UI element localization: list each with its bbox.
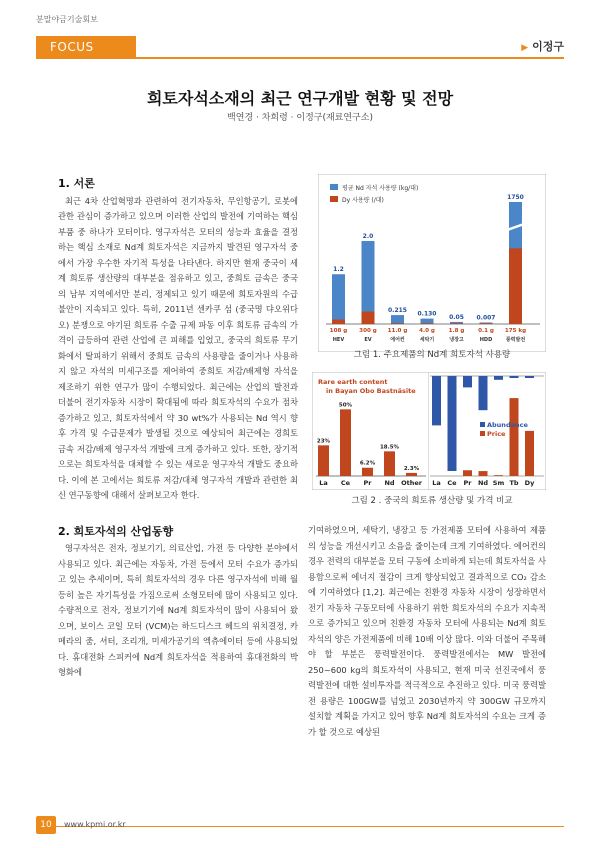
journal-name: 분말야금기술회보 (36, 15, 98, 24)
article-authors: 백연경 · 차희령 · 이정구(재료연구소) (227, 113, 373, 123)
legend-swatch-price (480, 431, 485, 436)
category-label: La (319, 479, 328, 487)
category-label: Tb (509, 479, 519, 487)
bar-nd (391, 315, 404, 324)
bar-price (479, 471, 488, 476)
category-label: 에어컨 (390, 337, 405, 343)
bar-dy (480, 323, 493, 324)
bar-dy (450, 323, 463, 324)
data-label-dy: 11.0 g (387, 328, 408, 334)
category-label: Pr (363, 479, 372, 487)
bar-price (463, 470, 472, 476)
legend-label-abundance: Abundance (487, 421, 528, 429)
category-label: 풍력발전 (505, 337, 526, 343)
figure-1-caption: 그림 1. 주요제품의 Nd계 희토자석 사용량 (353, 350, 511, 360)
category-label: 세탁기 (419, 337, 435, 343)
section-tab-focus: FOCUS (36, 36, 136, 58)
figure-2a-chart (312, 372, 430, 490)
section-2-text: 영구자석은 전자, 정보기기, 의료산업, 가전 등 다양한 분야에서 사용되고 있다. 최근에는 자동차, 가전 등에서 모터 수요가 증가되고 있는 추세이며, 특히 희토자석의 경우 다른 영구자석에 비해 월등히 높은 자기특성을 가짐으로써 소형모터에 많이 사용되고 있다. 수량적으로 전자, 정보기기에 Nd계 희토자석이 많이 사용되어 왔으며, 보이스 코일 모터 (VCM)는 하드디스크 헤드의 위치결정, 카메라의 줌, 셔터, 조리개, 미세가공기의 엑츄에이터 등에 사용되었다. 휴대전화 스피커에 Nd계 희토자석을 적용하여 휴대전화의 박형화에 (58, 543, 298, 677)
bar-abundance (432, 376, 441, 425)
data-label-nd: 0.007 (476, 314, 496, 322)
bar (362, 468, 373, 476)
bar (318, 445, 329, 476)
bar-price (510, 398, 519, 476)
footer-site: www.kpmi.or.kr (64, 820, 126, 829)
bar-nd (421, 319, 434, 324)
data-label-dy: 0.1 g (478, 328, 494, 334)
section-1-text: 최근 4차 산업혁명과 관련하여 전기자동차, 무인항공기, 로봇에 관한 관심이 증가하고 있으며 이러한 산업의 발전에 기여하는 핵심 부품 중 하나가 모터이다. 영구자석은 모터의 성능과 효율을 결정하는 핵심 소재로 Nd계 희토자석은 지금까지 발견된 영구자석 중에서 가장 우수한 자기적 특성을 나타낸다. 하지만 현재 중국이 세계 희토류 생산량의 대부분을 점유하고 있고, 중희토 금속은 중국의 남부 지역에서만 분리, 정제되고 있기 때문에 희토자원의 수급불안이 지속되고 있다. 특히, 2011년 센카쿠 섬 (중국명 댜오위다오) 분쟁으로 야기된 희토류 수출 규제 파동 이후 희토류 금속의 가격이 급등하여 관련 산업에 큰 피해를 입었고, 중국의 희토류 무기화에서 탈피하기 위해서 중희토 금속의 사용량을 줄이거나 사용하지 않고 자석의 미세구조를 제어하여 중희토 저감/배제형 자석을 제조하기 위한 연구가 많이 수행되었다. 최근에는 산업의 발전과 더불어 전기자동차 시장이 확대됨에 따라 희토자석의 수요가 점차 증가하고 있고, 희토자석에서 약 30 wt%가 사용되는 Nd 역시 향후 가격 및 수급문제가 발생될 것으로 예상되어 최근에는 경희토 금속 저감/배제 영구자석 개발에 크게 증가하고 있다. 또한, 장기적으로는 희토자석을 대체할 수 있는 새로운 영구자석 개발도 중요하다. 이에 본 고에서는 희토류 저감/대체 영구자석 개발과 관련한 최신 연구동향에 대해서 살펴보고자 한다. (58, 195, 298, 500)
legend-label-nd: 평균 Nd 자석 사용량 (kg/대) (342, 185, 419, 192)
category-label: Other (401, 479, 422, 487)
data-label: 50% (338, 402, 353, 409)
header-author (521, 38, 564, 54)
bar-price (494, 475, 503, 476)
bar (340, 409, 351, 476)
data-label: 23% (316, 438, 331, 445)
bar (406, 473, 417, 476)
chart-title-line2: in Bayan Obo Bastnäsite (326, 387, 416, 395)
category-label: Nd (477, 479, 489, 487)
data-label-dy: 108 g (329, 328, 348, 334)
left-column (58, 176, 298, 681)
figure-2b-chart (428, 372, 546, 490)
data-label-nd: 1.2 (333, 266, 344, 274)
data-label-dy: 300 g (359, 328, 377, 334)
data-label: 2.3% (403, 465, 420, 472)
category-label: Pr (463, 479, 472, 487)
legend-label-price: Price (487, 430, 506, 438)
bar-price (525, 431, 534, 476)
article-title: 희토자석소재의 최근 연구개발 현황 및 전망 (146, 89, 454, 108)
bar-abundance (463, 376, 472, 387)
bar-abundance (494, 376, 503, 380)
right-column (308, 523, 546, 740)
bar-abundance (448, 376, 457, 471)
section-1-heading: 1. 서론 (58, 177, 95, 190)
category-label: Dy (524, 479, 535, 487)
data-label-dy: 4.0 g (419, 328, 435, 334)
bar-dy (421, 323, 434, 324)
bar-abundance (510, 376, 519, 378)
data-label-nd: 1750 (507, 194, 524, 201)
category-label: Ce (447, 479, 457, 487)
right-column-text: 기여하였으며, 세탁기, 냉장고 등 가전제품 모터에 사용하여 제품의 성능을 개선시키고 소음을 줄이는데 크게 기여하였다. 에어컨의 경우 전력의 대부분을 모터 구동에 소비하게 되는데 희토자석을 사용함으로써 에너지 절감이 크게 향상되었고 결과적으로 CO₂ 감소에 기여하였다 [1,2]. 최근에는 친환경 자동차 시장이 성장하면서 전기 자동차 구동모터에 사용하기 위한 희토자석의 수요가 지속적으로 증가되고 있으며 친환경 자동차 모터에 사용되는 Nd계 희토자석의 양은 가전제품에 비해 10배 이상 많다. 이와 더불어 주목해야 할 부분은 풍력발전이다. 풍력발전에서는 MW 발전에 250~600 kg의 희토자석이 사용되고, 현재 미국 선진국에서 풍력발전에 대한 설비투자를 적극적으로 추진하고 있다. 미국 풍력발전 용량은 100GW를 넘었고 2030년까지 약 300GW 규모까지 설치할 계획을 가지고 있어 향후 Nd계 희토자석의 수요는 크게 증가 할 것으로 예상된 (308, 525, 546, 737)
header-divider (36, 57, 564, 59)
data-label: 6.2% (359, 460, 376, 467)
figure-1-chart (318, 174, 546, 352)
category-label: Nd (384, 479, 395, 487)
legend-label-dy: Dy 사용량 (/대) (342, 197, 384, 204)
data-label: 18.5% (379, 444, 400, 451)
category-label: EV (364, 337, 372, 343)
category-label: HEV (332, 337, 345, 343)
bar (384, 451, 395, 476)
bar-nd (332, 274, 345, 324)
figure-2-caption: 그림 2 . 중국의 희토류 생산량 및 가격 비교 (351, 496, 513, 506)
category-label: Ce (340, 479, 351, 487)
data-label-nd: 0.05 (449, 313, 464, 321)
page-number: 10 (36, 816, 56, 834)
bar-abundance (525, 376, 534, 378)
triangle-icon: ▶ (521, 43, 529, 53)
bar-dy (332, 320, 345, 324)
legend-swatch-abundance (480, 422, 485, 427)
data-label-dy: 1.8 g (448, 328, 465, 334)
category-label: 냉장고 (449, 337, 464, 343)
data-label-nd: 0.130 (417, 310, 437, 318)
bar-dy (509, 248, 522, 324)
header-author-name: 이정구 (532, 40, 564, 53)
data-label-nd: 0.215 (388, 307, 407, 315)
legend-swatch-nd (330, 184, 338, 190)
bar-dy (391, 323, 404, 324)
bar-dy (362, 312, 375, 324)
category-label: HDD (479, 337, 493, 343)
category-label: Sm (492, 479, 505, 487)
section-2-heading: 2. 희토자석의 산업동향 (58, 524, 174, 538)
category-label: La (432, 479, 441, 487)
chart-title-line1: Rare earth content (318, 378, 388, 386)
bar-abundance (479, 376, 488, 410)
data-label-dy: 175 kg (504, 328, 527, 334)
legend-swatch-dy (330, 196, 338, 202)
data-label-nd: 2.0 (362, 233, 374, 241)
